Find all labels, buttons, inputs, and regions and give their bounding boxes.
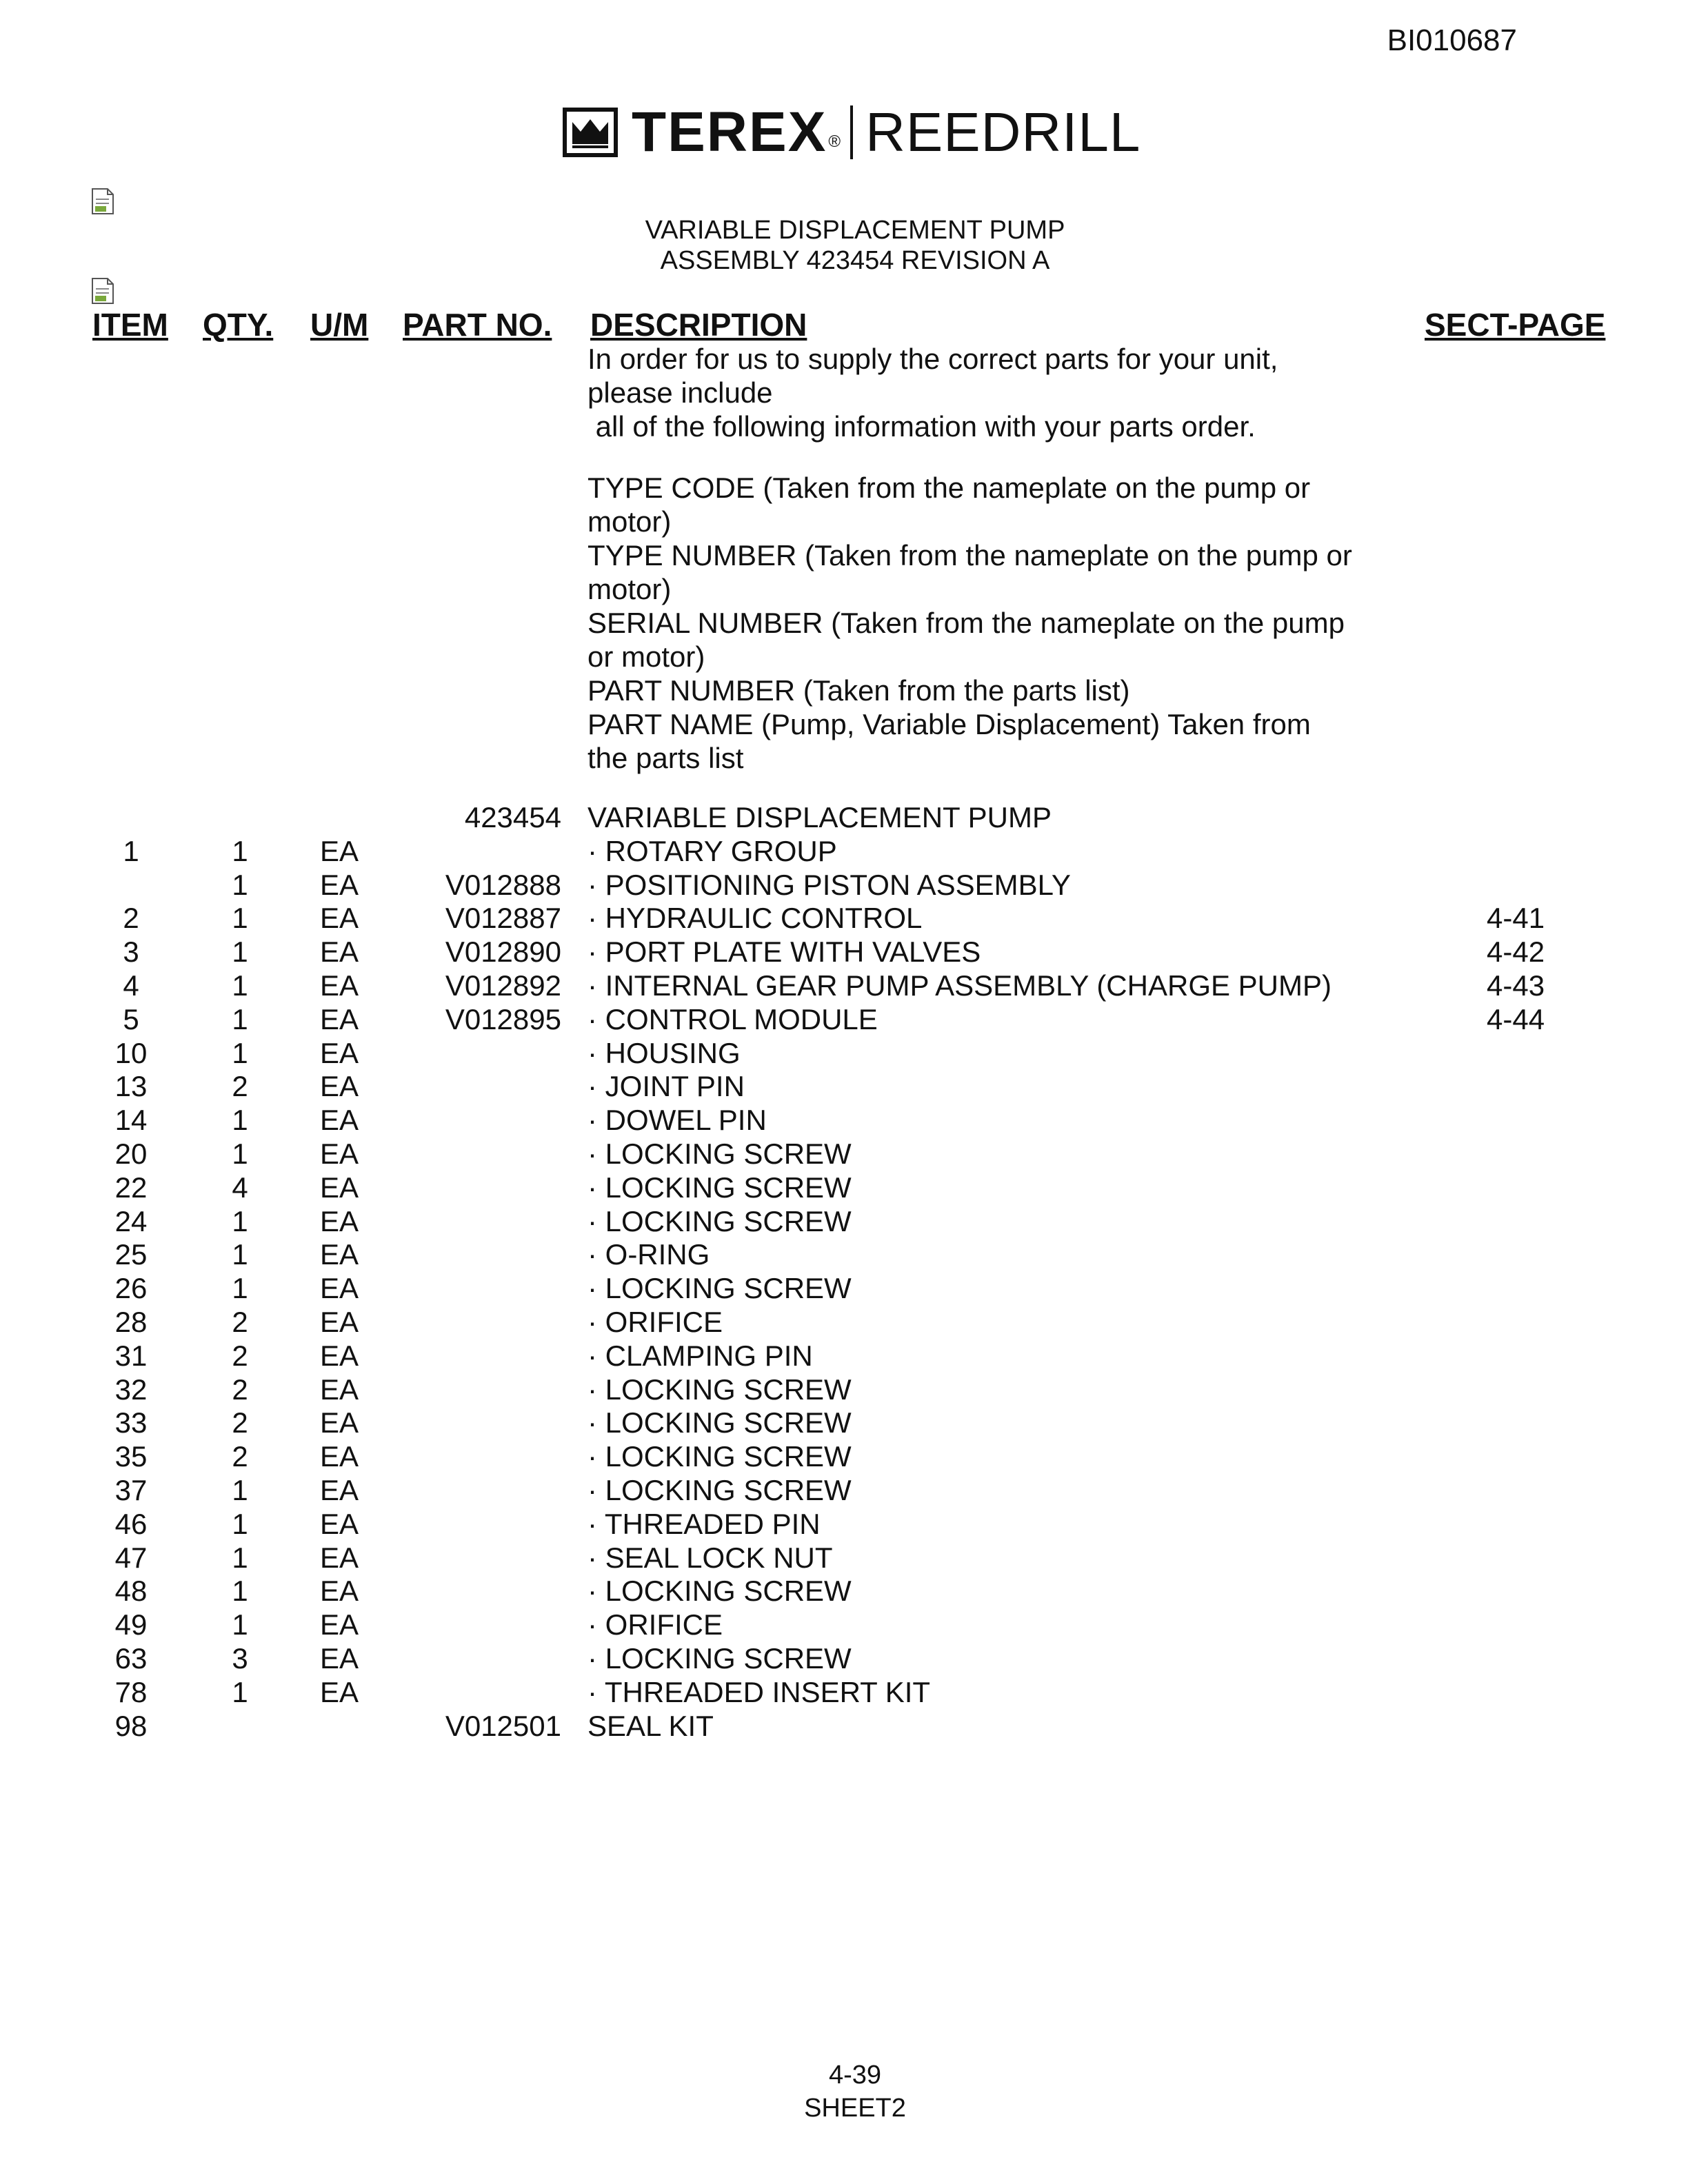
parts-list-row <box>0 1138 1688 1171</box>
quantity: 1 <box>232 936 248 969</box>
quantity: 1 <box>232 834 248 867</box>
parts-list-row <box>0 1710 1688 1743</box>
column-header-qty: QTY. <box>203 307 274 343</box>
part-description: · LOCKING SCREW <box>587 1641 852 1675</box>
item-number: 26 <box>114 1272 148 1305</box>
item-number: 78 <box>114 1675 148 1708</box>
quantity: 1 <box>232 1541 248 1574</box>
parts-list-row <box>0 1575 1688 1608</box>
item-number: 63 <box>114 1641 148 1675</box>
parts-list-row <box>0 835 1688 869</box>
unit-of-measure: EA <box>320 1507 359 1540</box>
part-description: · LOCKING SCREW <box>587 1171 852 1204</box>
part-number: V012888 <box>445 868 561 901</box>
part-description: · LOCKING SCREW <box>587 1272 852 1305</box>
sect-page-reference: 4-44 <box>1487 1002 1545 1035</box>
column-header-item: ITEM <box>92 307 168 343</box>
unit-of-measure: EA <box>320 1070 359 1103</box>
part-number: 423454 <box>464 801 561 833</box>
quantity: 2 <box>232 1440 248 1473</box>
quantity: 1 <box>232 1137 248 1170</box>
parts-list-row <box>0 1070 1688 1104</box>
quantity: 1 <box>232 1204 248 1237</box>
logo-separator <box>850 105 853 159</box>
document-number: BI010687 <box>1387 23 1517 57</box>
title-line-2: ASSEMBLY 423454 REVISION A <box>660 246 1050 275</box>
quantity: 1 <box>232 1608 248 1641</box>
part-description: · CONTROL MODULE <box>587 1002 878 1035</box>
unit-of-measure: EA <box>320 936 359 969</box>
part-description: · LOCKING SCREW <box>587 1137 852 1170</box>
unit-of-measure: EA <box>320 1305 359 1338</box>
unit-of-measure: EA <box>320 1137 359 1170</box>
column-header-sect-page: SECT-PAGE <box>1425 307 1606 343</box>
parts-list-row <box>0 969 1688 1003</box>
parts-list-row <box>0 1104 1688 1138</box>
parts-list-row <box>0 936 1688 969</box>
sect-page-reference: 4-42 <box>1487 936 1545 969</box>
terex-reedrill-logo <box>563 103 1141 161</box>
parts-list-row <box>0 902 1688 936</box>
item-number: 98 <box>114 1709 148 1742</box>
instruction-line: PART NAME (Pump, Variable Displacement) Taken from <box>587 708 1311 740</box>
item-number: 49 <box>114 1608 148 1641</box>
item-number: 13 <box>114 1070 148 1103</box>
part-description: · HYDRAULIC CONTROL <box>587 902 923 935</box>
instruction-line: In order for us to supply the correct parts for your unit, <box>587 343 1278 375</box>
title-line-1: VARIABLE DISPLACEMENT PUMP <box>645 216 1065 245</box>
part-description: · CLAMPING PIN <box>587 1339 813 1372</box>
quantity: 2 <box>232 1070 248 1103</box>
unit-of-measure: EA <box>320 1675 359 1708</box>
unit-of-measure: EA <box>320 1473 359 1506</box>
quantity: 1 <box>232 1575 248 1608</box>
part-number: V012887 <box>445 902 561 935</box>
parts-list <box>0 801 1688 1743</box>
part-description: · DOWEL PIN <box>587 1104 767 1137</box>
unit-of-measure: EA <box>320 902 359 935</box>
ordering-instructions <box>587 342 1415 775</box>
part-description: · INTERNAL GEAR PUMP ASSEMBLY (CHARGE PUMP) <box>587 969 1332 1002</box>
instruction-line: the parts list <box>587 742 744 774</box>
parts-list-row <box>0 1339 1688 1373</box>
quantity: 2 <box>232 1373 248 1406</box>
item-number: 47 <box>114 1541 148 1574</box>
parts-list-row <box>0 1272 1688 1306</box>
part-number: V012892 <box>445 969 561 1002</box>
quantity: 2 <box>232 1339 248 1372</box>
part-description: · THREADED INSERT KIT <box>587 1675 931 1708</box>
item-number: 14 <box>114 1104 148 1137</box>
unit-of-measure: EA <box>320 868 359 901</box>
quantity: 1 <box>232 1238 248 1271</box>
quantity: 4 <box>232 1171 248 1204</box>
sect-page-reference: 4-41 <box>1487 902 1545 935</box>
parts-list-row <box>0 1676 1688 1710</box>
instruction-line: or motor) <box>587 640 705 673</box>
parts-list-row <box>0 869 1688 902</box>
part-description: · LOCKING SCREW <box>587 1406 852 1439</box>
unit-of-measure: EA <box>320 969 359 1002</box>
quantity: 1 <box>232 1272 248 1305</box>
quantity: 2 <box>232 1406 248 1439</box>
quantity: 1 <box>232 868 248 901</box>
part-number: V012501 <box>445 1709 561 1742</box>
parts-list-row <box>0 1642 1688 1676</box>
parts-list-row <box>0 1238 1688 1272</box>
item-number: 10 <box>114 1036 148 1069</box>
part-description: · ROTARY GROUP <box>587 834 837 867</box>
item-number: 33 <box>114 1406 148 1439</box>
document-title <box>579 215 1131 276</box>
unit-of-measure: EA <box>320 1541 359 1574</box>
instruction-line: motor) <box>587 573 672 605</box>
unit-of-measure: EA <box>320 834 359 867</box>
part-number: V012890 <box>445 936 561 969</box>
document-icon[interactable] <box>91 277 114 305</box>
parts-list-row <box>0 1037 1688 1071</box>
instruction-line: TYPE CODE (Taken from the nameplate on the pump or <box>587 472 1311 504</box>
logo-product-text: REEDRILL <box>865 101 1141 163</box>
parts-list-row <box>0 1003 1688 1037</box>
column-header-um: U/M <box>310 307 369 343</box>
part-description: · SEAL LOCK NUT <box>587 1541 833 1574</box>
part-description: · LOCKING SCREW <box>587 1440 852 1473</box>
quantity: 1 <box>232 969 248 1002</box>
part-description: · LOCKING SCREW <box>587 1473 852 1506</box>
page-number: 4-39 <box>828 2061 882 2090</box>
instruction-line: PART NUMBER (Taken from the parts list) <box>587 674 1130 707</box>
item-number: 24 <box>114 1204 148 1237</box>
unit-of-measure: EA <box>320 1608 359 1641</box>
terex-crown-icon <box>563 108 618 157</box>
item-number: 32 <box>114 1373 148 1406</box>
document-icon[interactable] <box>91 188 114 215</box>
part-description: · THREADED PIN <box>587 1507 821 1540</box>
item-number: 48 <box>114 1575 148 1608</box>
instruction-line: SERIAL NUMBER (Taken from the nameplate on the pump <box>587 607 1345 639</box>
unit-of-measure: EA <box>320 1339 359 1372</box>
item-number: 3 <box>123 936 139 969</box>
item-number: 37 <box>114 1473 148 1506</box>
parts-list-row <box>0 1406 1688 1440</box>
quantity: 1 <box>232 1473 248 1506</box>
item-number: 4 <box>123 969 139 1002</box>
logo-registered-mark: ® <box>828 132 841 151</box>
unit-of-measure: EA <box>320 1440 359 1473</box>
parts-list-row <box>0 1474 1688 1508</box>
parts-list-row <box>0 1440 1688 1474</box>
quantity: 2 <box>232 1305 248 1338</box>
parts-list-row <box>0 1306 1688 1339</box>
parts-list-row <box>0 1541 1688 1575</box>
part-description: · LOCKING SCREW <box>587 1575 852 1608</box>
unit-of-measure: EA <box>320 1104 359 1137</box>
unit-of-measure: EA <box>320 1002 359 1035</box>
logo-brand-text: TEREX <box>632 101 827 163</box>
unit-of-measure: EA <box>320 1171 359 1204</box>
part-number: V012895 <box>445 1002 561 1035</box>
unit-of-measure: EA <box>320 1204 359 1237</box>
column-header-part-no: PART NO. <box>403 307 552 343</box>
column-header-description: DESCRIPTION <box>590 307 807 343</box>
sect-page-reference: 4-43 <box>1487 969 1545 1002</box>
unit-of-measure: EA <box>320 1373 359 1406</box>
part-description: · HOUSING <box>587 1036 741 1069</box>
parts-list-row <box>0 1373 1688 1407</box>
quantity: 1 <box>232 902 248 935</box>
instruction-line: motor) <box>587 505 672 538</box>
part-description: · ORIFICE <box>587 1305 723 1338</box>
quantity: 1 <box>232 1507 248 1540</box>
part-description: · JOINT PIN <box>587 1070 745 1103</box>
unit-of-measure: EA <box>320 1406 359 1439</box>
quantity: 1 <box>232 1002 248 1035</box>
unit-of-measure: EA <box>320 1575 359 1608</box>
item-number: 2 <box>123 902 139 935</box>
part-description: SEAL KIT <box>587 1709 714 1742</box>
parts-list-row <box>0 1608 1688 1642</box>
instruction-line: please include <box>587 376 773 409</box>
unit-of-measure: EA <box>320 1238 359 1271</box>
part-description: · LOCKING SCREW <box>587 1204 852 1237</box>
part-description: · ORIFICE <box>587 1608 723 1641</box>
parts-list-row <box>0 1171 1688 1205</box>
part-description: · PORT PLATE WITH VALVES <box>587 936 981 969</box>
quantity: 1 <box>232 1104 248 1137</box>
instruction-line: all of the following information with your parts order. <box>587 410 1256 443</box>
item-number: 20 <box>114 1137 148 1170</box>
parts-list-row <box>0 1508 1688 1541</box>
item-number: 25 <box>114 1238 148 1271</box>
item-number: 5 <box>123 1002 139 1035</box>
quantity: 3 <box>232 1641 248 1675</box>
item-number: 31 <box>114 1339 148 1372</box>
part-description: VARIABLE DISPLACEMENT PUMP <box>587 801 1052 833</box>
sheet-label: SHEET2 <box>804 2094 906 2123</box>
unit-of-measure: EA <box>320 1272 359 1305</box>
item-number: 46 <box>114 1507 148 1540</box>
item-number: 35 <box>114 1440 148 1473</box>
item-number: 1 <box>123 834 139 867</box>
parts-list-row <box>0 801 1688 835</box>
parts-list-row <box>0 1205 1688 1239</box>
part-description: · O-RING <box>587 1238 710 1271</box>
item-number: 22 <box>114 1171 148 1204</box>
instruction-line: TYPE NUMBER (Taken from the nameplate on the pump or <box>587 539 1352 572</box>
unit-of-measure: EA <box>320 1036 359 1069</box>
part-description: · POSITIONING PISTON ASSEMBLY <box>587 868 1071 901</box>
item-number: 28 <box>114 1305 148 1338</box>
unit-of-measure: EA <box>320 1641 359 1675</box>
part-description: · LOCKING SCREW <box>587 1373 852 1406</box>
quantity: 1 <box>232 1036 248 1069</box>
page-footer <box>752 2059 958 2125</box>
quantity: 1 <box>232 1675 248 1708</box>
